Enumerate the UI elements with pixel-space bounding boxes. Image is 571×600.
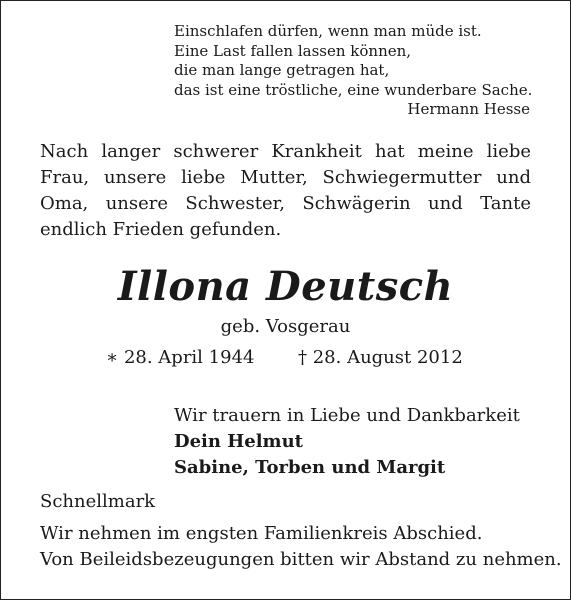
poem-quote <box>174 22 533 120</box>
announcement-text: Nach langer schwerer Krankheit hat meine liebe Frau, unsere liebe Mutter, Schwiegermutter und Oma, unsere Schwester, Schwägerin und Tante endlich Frieden gefunden. <box>40 141 531 240</box>
poem-line: das ist eine tröstliche, eine wunderbare Sache. <box>174 80 533 99</box>
place-name: Schnellmark <box>40 491 156 512</box>
deceased-name: Illona Deutsch <box>117 263 454 310</box>
poem-line: Eine Last fallen lassen können, <box>174 41 412 60</box>
poem-line: die man lange getragen hat, <box>174 61 390 80</box>
poem-line: Einschlafen dürfen, wenn man müde ist. <box>174 22 482 40</box>
mourners-block <box>174 403 520 481</box>
poem-author: Hermann Hesse <box>407 100 530 119</box>
birth-date: ∗ 28. April 1944 <box>106 347 255 368</box>
mourner-name: Sabine, Torben und Margit <box>174 457 446 478</box>
notice-line: Wir nehmen im engsten Familienkreis Abschied. <box>40 523 483 544</box>
funeral-notice <box>40 521 562 573</box>
mourners-intro: Wir trauern in Liebe und Dankbarkeit <box>174 405 520 426</box>
death-date: † 28. August 2012 <box>298 347 463 368</box>
maiden-name: geb. Vosgerau <box>220 316 351 337</box>
mourner-name: Dein Helmut <box>174 431 303 452</box>
notice-line: Von Beileidsbezeugungen bitten wir Abstand zu nehmen. <box>40 549 562 570</box>
